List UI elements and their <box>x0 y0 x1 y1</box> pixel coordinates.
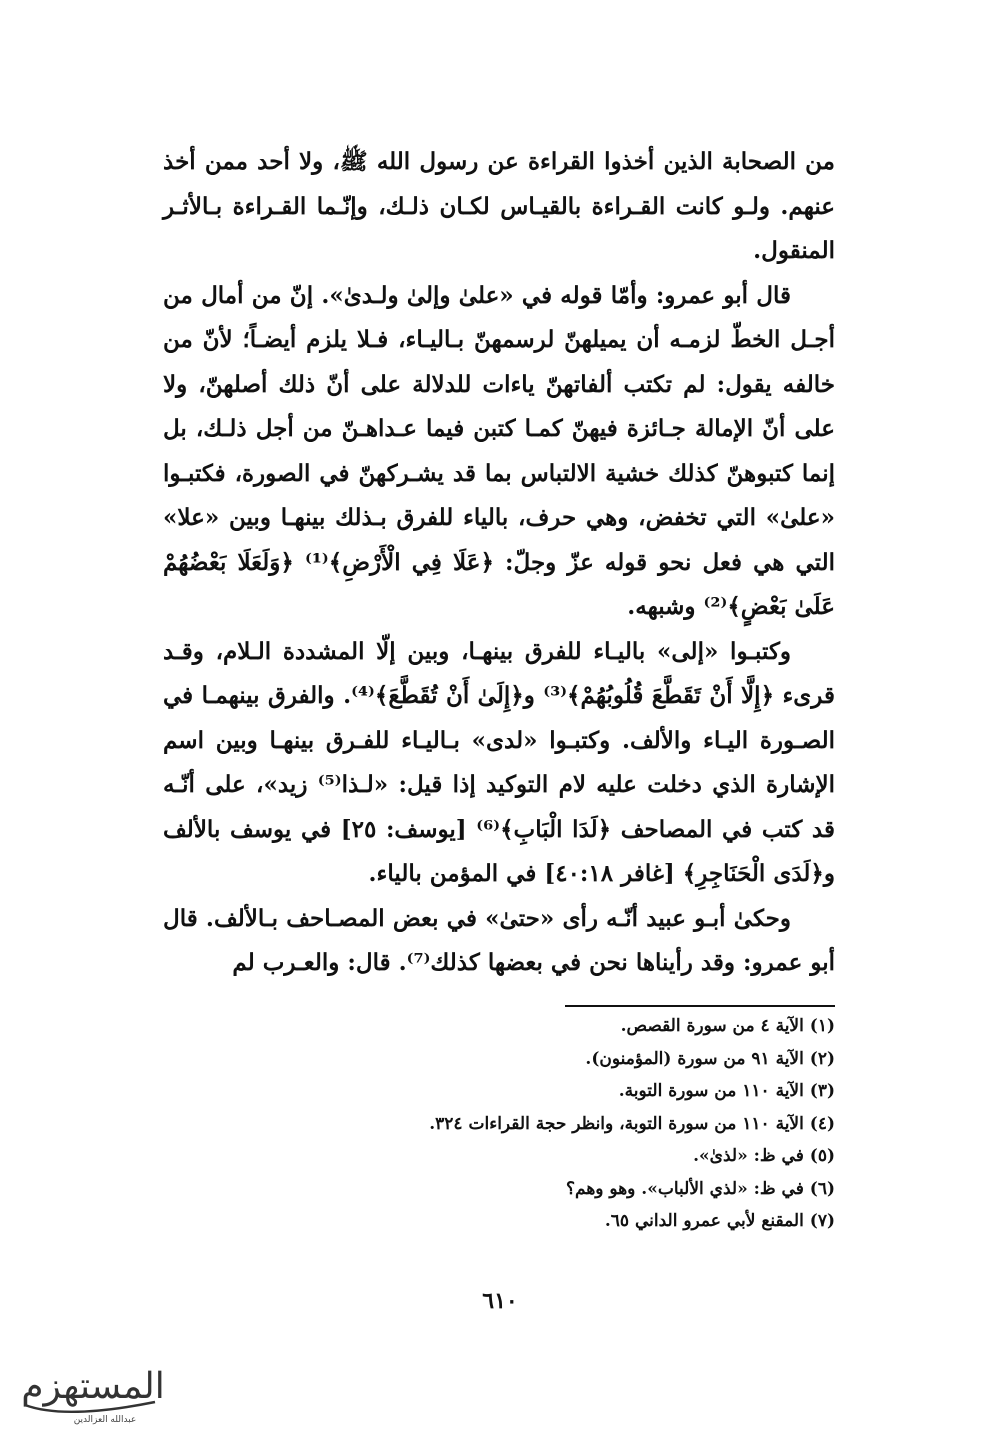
footnotes <box>163 1010 835 1238</box>
footnote-item: (٥) في ظ: «لذىٰ». <box>693 1146 835 1166</box>
logo-text: المستهزم <box>21 1366 165 1407</box>
footnote-item: (٧) المقنع لأبي عمرو الداني ٦٥. <box>604 1211 835 1231</box>
paragraph-ila-lada: وكتبـوا «إلى» باليـاء للفرق بينهـا، وبين إلّا المشددة الـلام، وقـد قرىء ﴿إِلَّا أَنْ تَقَطَّعَ قُلُوبُهُمْ﴾⁽³⁾ و﴿إِلَىٰ أَنْ تُقَطَّعَ﴾⁽⁴⁾. والفرق بينهمـا في الصـورة اليـاء والألف. وكتبـوا «لدى» بـاليـاء للفـرق بينهـا وبين اسم الإشارة الذي دخلت عليه لام التوكيد إذا قيل: «لـذا⁽⁵⁾ زيد»، على أنّـه قد كتب في المصاحف ﴿لَدَا الْبَابِ﴾⁽⁶⁾ [يوسف: ٢٥] في يوسف بالألف و﴿لَدَى الْحَنَاجِرِ﴾ [غافر ٤٠:١٨] في المؤمن بالياء. <box>163 637 835 887</box>
paragraph-hatta: وحكىٰ أبـو عبيد أنّـه رأى «حتىٰ» في بعض المصـاحف بـالألف. قال أبو عمرو: وقد رأيناها نحن في بعضها كذلك⁽⁷⁾. قال: والعـرب لم <box>163 904 835 976</box>
logo-small-text: عبدالله العزالدين <box>73 1415 137 1425</box>
page-number: ٦١٠ <box>482 1288 518 1314</box>
paragraph-abu-amr-ala: قال أبو عمرو: وأمّا قوله في «علىٰ وإلىٰ ولـدىٰ». إنّ من أمال من أجـل الخطّ لزمـه أن يميلهنّ لرسمهنّ بـاليـاء، فـلا يلزم أيضـاً؛ لأنّ من خالفه يقول: لم تكتب ألفاتهنّ ياءات للدلالة على أنّ ذلك أصلهنّ، ولا على أنّ الإمالة جـائزة فيهنّ كمـا كتبن فيما عـداهـنّ من أجل ذلـك، بل إنما كتبوهنّ كذلك خشية الالتباس بما قد يشـركهنّ في الصورة، فكتبـوا «علىٰ» التي تخفض، وهي حرف، بالياء للفرق بـذلك بينهـا وبين «علا» التي هي فعل نحو قوله عزّ وجلّ: ﴿عَلَا فِي الْأَرْضِ﴾⁽¹⁾ ﴿وَلَعَلَا بَعْضُهُمْ عَلَىٰ بَعْضٍ﴾⁽²⁾ وشبهه. <box>163 281 835 620</box>
footnote-item: (١) الآية ٤ من سورة القصص. <box>620 1016 835 1036</box>
paragraph-continuation: من الصحابة الذين أخذوا القراءة عن رسول الله ﷺ، ولا أحد ممن أخذ عنهم. ولـو كانت القـراءة بالقيـاس لكـان ذلـك، وإنّـما القـراءة بـالأثـر المنقول. <box>163 148 836 264</box>
main-text <box>163 140 835 986</box>
footnote-item: (٢) الآية ٩١ من سورة (المؤمنون). <box>585 1048 835 1069</box>
footnote-separator <box>565 1005 835 1007</box>
calligraphy-logo <box>5 1350 180 1435</box>
footnote-item: (٦) في ظ: «لذي الألباب». وهو وهم؟ <box>566 1178 835 1199</box>
footnote-item: (٤) الآية ١١٠ من سورة التوبة، وانظر حجة القراءات ٣٢٤. <box>429 1113 835 1134</box>
footnote-item: (٣) الآية ١١٠ من سورة التوبة. <box>618 1081 835 1101</box>
